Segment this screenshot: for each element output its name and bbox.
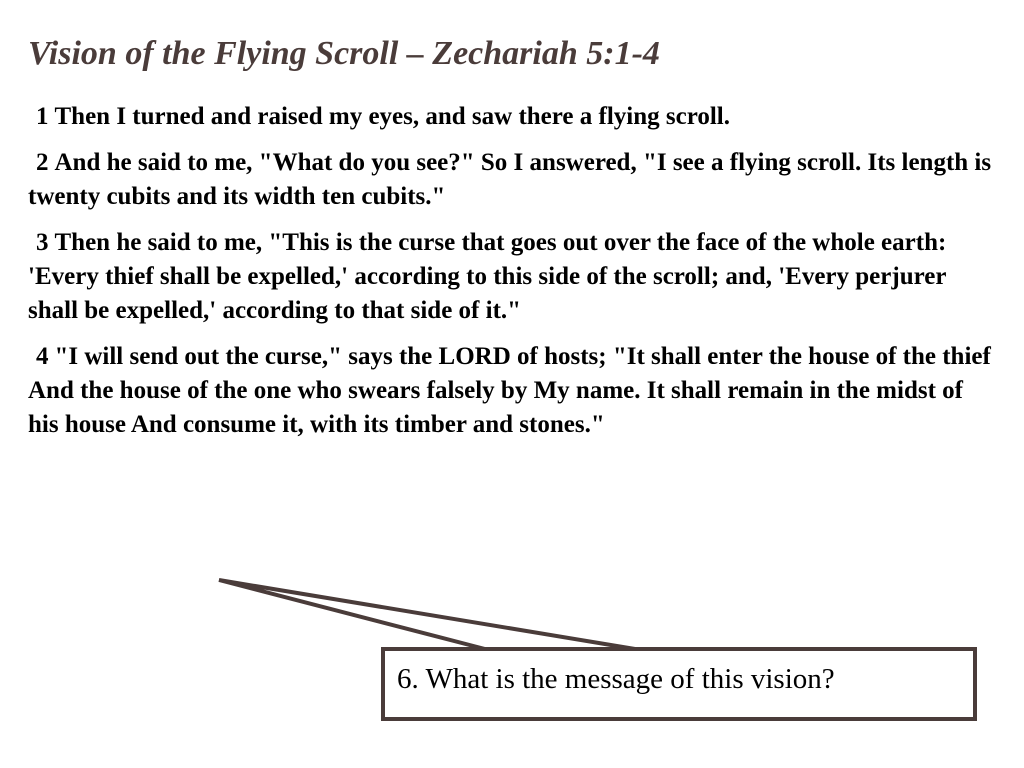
verse-4 bbox=[28, 340, 994, 442]
verse-text: Then I turned and raised my eyes, and saw there a flying scroll. bbox=[54, 103, 731, 130]
verse-text: "I will send out the curse," says the LORD of hosts; "It shall enter the house of the thief And the house of the one who swears falsely by My name. It shall remain in the midst of his house And consume it, with its timber and stones." bbox=[28, 343, 991, 438]
verse-3 bbox=[28, 226, 994, 328]
verse-1 bbox=[28, 100, 994, 134]
verse-number: 3 bbox=[36, 229, 49, 256]
question-callout-box bbox=[381, 647, 977, 721]
question-text: 6. What is the message of this vision? bbox=[397, 663, 835, 695]
verse-2 bbox=[28, 146, 994, 214]
verse-number: 4 bbox=[36, 343, 49, 370]
verse-number: 1 bbox=[36, 103, 49, 130]
slide-title: Vision of the Flying Scroll – Zechariah 5:1-4 bbox=[28, 35, 660, 72]
verse-text: Then he said to me, "This is the curse that goes out over the face of the whole earth: 'Every thief shall be expelled,' according to this side of the scroll; and, 'Every perjurer shall be expelled,' according to that side of it." bbox=[28, 229, 947, 324]
callout-pointer-line bbox=[219, 580, 635, 649]
verse-text: And he said to me, "What do you see?" So I answered, "I see a flying scroll. Its length is twenty cubits and its width ten cubits." bbox=[28, 149, 992, 210]
verse-list bbox=[28, 100, 994, 454]
verse-number: 2 bbox=[36, 149, 49, 176]
